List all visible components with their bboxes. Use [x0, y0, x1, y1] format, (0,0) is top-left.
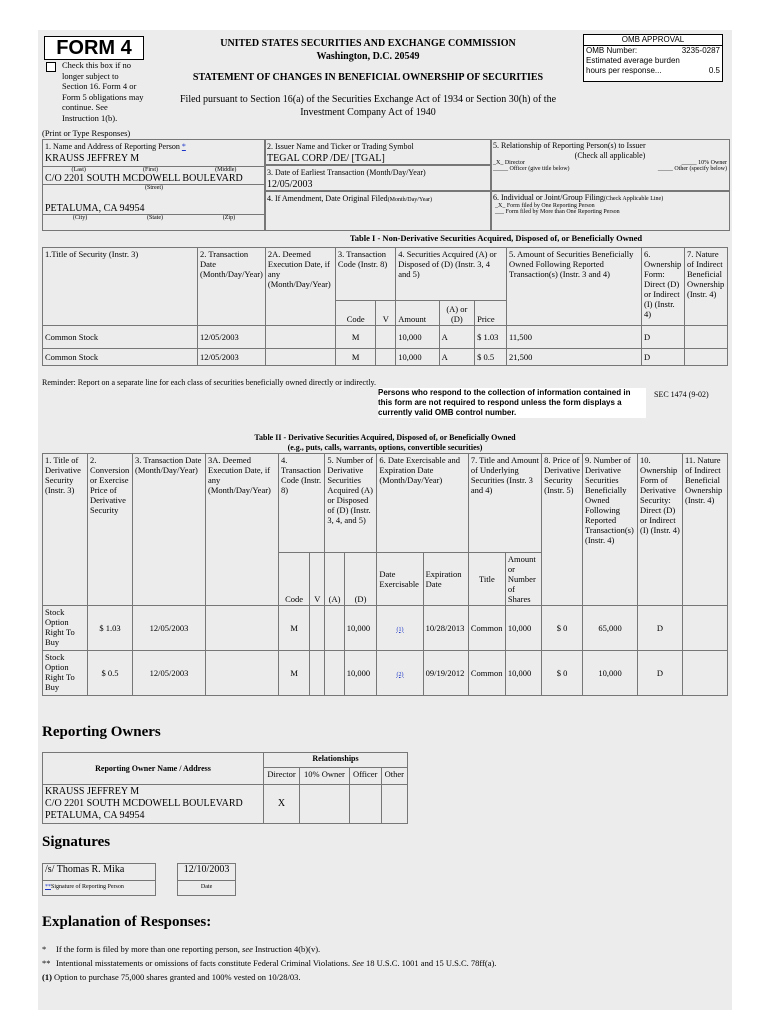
- label-amendment-mdy: (Month/Day/Year): [387, 197, 433, 203]
- t2-h6: 6. Date Exercisable and Expiration Date (Month/Day/Year): [377, 454, 469, 553]
- t2-r0-nature: [683, 606, 728, 651]
- street-label: (Street): [43, 184, 265, 191]
- label-relationship: 5. Relationship of Reporting Person(s) to Issuer: [493, 141, 646, 150]
- print-note: (Print or Type Responses): [42, 128, 131, 138]
- issuer-box: [264, 139, 492, 165]
- omb-number-label: OMB Number:: [586, 46, 638, 55]
- t2-r0-d: 10,000: [344, 606, 377, 651]
- t2-r1-nature: [683, 651, 728, 696]
- t2-r0-title: Stock Option Right To Buy: [43, 606, 88, 651]
- omb-title: OMB APPROVAL: [584, 35, 722, 46]
- note1-mark: *: [42, 944, 47, 954]
- last-label: (Last): [71, 167, 86, 173]
- filed-line-1: Filed pursuant to Section 16(a) of the Securities Exchange Act of 1934 or Section 30(h) of the: [179, 94, 557, 105]
- table1-title: Table I - Non-Derivative Securities Acquired, Disposed of, or Beneficially Owned: [349, 233, 643, 243]
- owners-other-h: Other: [381, 768, 407, 785]
- t1-r0-owned: 11,500: [507, 326, 642, 349]
- explanation-heading: Explanation of Responses:: [42, 914, 212, 930]
- one-person-filing: _X_ Form filed by One Reporting Person: [495, 203, 595, 209]
- agency-title: UNITED STATES SECURITIES AND EXCHANGE COMMISSION: [220, 38, 516, 49]
- state-label: (State): [146, 215, 163, 221]
- owner-addr1: C/O 2201 SOUTH MCDOWELL BOULEVARD: [45, 798, 243, 809]
- form-title: FORM 4: [56, 37, 132, 59]
- t2-r0-v: [310, 606, 325, 651]
- t1-r1-date: 12/05/2003: [198, 349, 266, 366]
- label-check-all: (Check all applicable): [574, 151, 646, 160]
- t1-r0-deemed: [265, 326, 335, 349]
- t2-h8: 8. Price of Derivative Security (Instr. 5): [542, 454, 583, 606]
- t2-h4: 4. Transaction Code (Instr. 8): [279, 454, 325, 553]
- note1-a: If the form is filed by more than one reporting person,: [56, 944, 240, 954]
- t1-h2a: 2A. Deemed Execution Date, if any (Month/Day/Year): [265, 248, 335, 326]
- omb-approval-box: [583, 34, 723, 82]
- t2-r1-form: D: [638, 651, 683, 696]
- t2-a: (A): [325, 553, 344, 606]
- owner-director-x: X: [264, 785, 300, 824]
- form-title-box: [44, 36, 144, 60]
- signatures-table: [42, 863, 236, 896]
- owner-tenpct-cell: [300, 785, 350, 824]
- t1-r1-title: Common Stock: [43, 349, 198, 366]
- t1-r0-date: 12/05/2003: [198, 326, 266, 349]
- t2-r1-price: $ 0.5: [88, 651, 133, 696]
- note3-mark: (1): [42, 972, 52, 982]
- t2-r0-price: $ 1.03: [88, 606, 133, 651]
- t2-r0-dprice: $ 0: [542, 606, 583, 651]
- t2-r1-code: M: [279, 651, 310, 696]
- t2-r1-owned: 10,000: [583, 651, 638, 696]
- t2-r0-a: [325, 606, 344, 651]
- t1-r0-amount: 10,000: [396, 326, 439, 349]
- t1-h4: 4. Securities Acquired (A) or Disposed of (D) (Instr. 3, 4 and 5): [396, 248, 507, 301]
- t2-r0-owned: 65,000: [583, 606, 638, 651]
- note3-text: Option to purchase 75,000 shares granted and 100% vested on 10/28/03.: [54, 972, 301, 982]
- signature-label: Signature of Reporting Person: [51, 884, 124, 890]
- reporting-citystate: PETALUMA, CA 94954: [45, 203, 145, 214]
- t2-r0-form: D: [638, 606, 683, 651]
- table-row: [43, 606, 728, 651]
- t2-date-ex: Date Exercisable: [377, 553, 423, 606]
- t1-code: Code: [335, 301, 376, 326]
- owners-rel-header: Relationships: [264, 753, 408, 768]
- omb-burden: Estimated average burden: [586, 56, 680, 65]
- table2-subtitle: (e.g., puts, calls, warrants, options, convertible securities): [287, 443, 483, 452]
- label-issuer: 2. Issuer Name and Ticker or Trading Symbol: [267, 142, 414, 151]
- t1-r0-code: M: [335, 326, 376, 349]
- t2-r1-v: [310, 651, 325, 696]
- note1-b: Instruction 4(b)(v).: [255, 944, 321, 954]
- note2-b: 18 U.S.C. 1001 and 15 U.S.C. 78ff(a).: [366, 958, 497, 968]
- t1-r1-nature: [685, 349, 728, 366]
- table2: [42, 453, 728, 696]
- t2-r1-uamt: 10,000: [505, 651, 541, 696]
- relationship-box: [490, 139, 730, 191]
- explanation-note-2: [42, 958, 496, 968]
- t2-h7: 7. Title and Amount of Underlying Securities (Instr. 3 and 4): [468, 454, 541, 553]
- t2-h3a: 3A. Deemed Execution Date, if any (Month/Day/Year): [206, 454, 279, 606]
- table-row: [43, 326, 728, 349]
- t1-r0-price: $ 1.03: [475, 326, 507, 349]
- owners-name-header: Reporting Owner Name / Address: [43, 753, 264, 785]
- explanation-note-3: [42, 972, 301, 982]
- t2-r1-date: 12/05/2003: [133, 651, 206, 696]
- label-filing-check: (Check Applicable Line): [603, 196, 664, 202]
- label-amendment: 4. If Amendment, Date Original Filed: [267, 194, 388, 203]
- explanation-note-1: [42, 944, 320, 954]
- label-earliest-date: 3. Date of Earliest Transaction (Month/Day/Year): [267, 168, 426, 177]
- t2-r1-utitle: Common: [468, 651, 505, 696]
- t1-r0-form: D: [642, 326, 685, 349]
- reminder-text: Reminder: Report on a separate line for each class of securities beneficially owned directly or indirectly.: [42, 378, 377, 387]
- t2-h10: 10. Ownership Form of Derivative Security: Direct (D) or Indirect (I) (Instr. 4): [638, 454, 683, 606]
- earliest-date-box: [264, 165, 492, 191]
- t1-r1-code: M: [335, 349, 376, 366]
- omb-hours-label: hours per response...: [586, 66, 662, 75]
- t1-r1-owned: 21,500: [507, 349, 642, 366]
- owner-other-cell: [381, 785, 407, 824]
- footnote-link-2[interactable]: (2): [396, 671, 404, 678]
- t1-aord: (A) or (D): [439, 301, 475, 326]
- reporting-person-box: [42, 139, 266, 231]
- t2-r0-exp: 10/28/2013: [423, 606, 468, 651]
- t1-r0-v: [376, 326, 396, 349]
- t2-h11: 11. Nature of Indirect Beneficial Ownership (Instr. 4): [683, 454, 728, 606]
- form-page: [38, 30, 732, 1010]
- t2-d: (D): [344, 553, 377, 606]
- t1-v: V: [376, 301, 396, 326]
- t2-r0-code: M: [279, 606, 310, 651]
- label-reporting-person: 1. Name and Address of Reporting Person: [45, 142, 180, 151]
- t1-r0-ad: A: [439, 326, 475, 349]
- t1-amount: Amount: [396, 301, 439, 326]
- owner-name: KRAUSS JEFFREY M: [45, 786, 140, 797]
- signatures-heading: Signatures: [42, 834, 111, 850]
- t2-r0-date: 12/05/2003: [133, 606, 206, 651]
- t1-h1: 1.Title of Security (Instr. 3): [43, 248, 198, 326]
- signature-stars-link[interactable]: **: [45, 884, 51, 890]
- t2-h5: 5. Number of Derivative Securities Acquired (A) or Disposed of (D) (Instr. 3, 4, and 5): [325, 454, 377, 553]
- tenpct-check: _____ 10% Owner: [681, 160, 727, 166]
- t2-r0-deemed: [206, 606, 279, 651]
- signature-value: /s/ Thomas R. Mika: [43, 864, 156, 881]
- other-check: _____ Other (specify below): [657, 166, 727, 172]
- t2-r0-uamt: 10,000: [505, 606, 541, 651]
- t2-r1-title: Stock Option Right To Buy: [43, 651, 88, 696]
- reporting-address: C/O 2201 SOUTH MCDOWELL BOULEVARD: [45, 173, 243, 184]
- signature-spacer-2: [155, 881, 177, 896]
- t1-r1-deemed: [265, 349, 335, 366]
- note2-see: See: [352, 958, 364, 968]
- t1-r1-amount: 10,000: [396, 349, 439, 366]
- t2-amt: Amount or Number of Shares: [505, 553, 541, 606]
- t2-ttl: Title: [468, 553, 505, 606]
- t1-price: Price: [475, 301, 507, 326]
- statement-title: STATEMENT OF CHANGES IN BENEFICIAL OWNERSHIP OF SECURITIES: [192, 72, 544, 83]
- owner-officer-cell: [349, 785, 381, 824]
- table2-title: Table II - Derivative Securities Acquired, Disposed of, or Beneficially Owned: [254, 433, 516, 442]
- t1-r0-title: Common Stock: [43, 326, 198, 349]
- earliest-date: 12/05/2003: [267, 179, 313, 190]
- owner-addr2: PETALUMA, CA 94954: [45, 810, 145, 821]
- issuer-name: TEGAL CORP /DE/ [TGAL]: [267, 153, 385, 164]
- t2-v: V: [310, 553, 325, 606]
- signature-date-label: Date: [178, 881, 236, 896]
- t1-h3: 3. Transaction Code (Instr. 8): [335, 248, 395, 301]
- sec-code: SEC 1474 (9-02): [654, 390, 709, 399]
- t2-h9: 9. Number of Derivative Securities Beneficially Owned Following Reported Transaction(s) (Instr. 4): [583, 454, 638, 606]
- owners-heading: Reporting Owners: [42, 724, 161, 740]
- t2-r0-utitle: Common: [468, 606, 505, 651]
- more-person-filing: ___ Form filed by More than One Reporting Person: [495, 209, 620, 215]
- t2-r1-d: 10,000: [344, 651, 377, 696]
- owners-officer-h: Officer: [349, 768, 381, 785]
- t2-r1-exp: 09/19/2012: [423, 651, 468, 696]
- signature-date: 12/10/2003: [178, 864, 236, 881]
- note1-see: see: [242, 944, 253, 954]
- t2-r1-deemed: [206, 651, 279, 696]
- t2-code: Code: [279, 553, 310, 606]
- table1: [42, 247, 728, 366]
- agency-city: Washington, D.C. 20549: [316, 51, 420, 62]
- table-row: [43, 349, 728, 366]
- first-label: (First): [142, 167, 158, 173]
- t2-r1-dprice: $ 0: [542, 651, 583, 696]
- t2-h1: 1. Title of Derivative Security (Instr. 3): [43, 454, 88, 606]
- director-check: _X_ Director: [493, 160, 525, 166]
- note2-mark: **: [42, 958, 51, 968]
- t1-h6: 6. Ownership Form: Direct (D) or Indirect (I) (Instr. 4): [642, 248, 685, 326]
- owners-tenpct-h: 10% Owner: [300, 768, 350, 785]
- t2-h2: 2. Conversion or Exercise Price of Derivative Security: [88, 454, 133, 606]
- middle-label: (Middle): [215, 167, 237, 173]
- t2-exp: Expiration Date: [423, 553, 468, 606]
- zip-label: (Zip): [222, 215, 236, 221]
- t1-r1-form: D: [642, 349, 685, 366]
- persons-note: Persons who respond to the collection of information contained in this form are not required to respond unless the form displays a currently valid OMB control number.: [378, 388, 646, 418]
- t1-r1-v: [376, 349, 396, 366]
- table-row: [43, 651, 728, 696]
- officer-check: _____ Officer (give title below): [493, 166, 570, 172]
- city-label: (City): [72, 215, 88, 221]
- t1-r1-price: $ 0.5: [475, 349, 507, 366]
- filed-line-2: Investment Company Act of 1940: [300, 107, 436, 118]
- note2-a: Intentional misstatements or omissions of facts constitute Federal Criminal Violations.: [56, 958, 350, 968]
- label-filing: 6. Individual or Joint/Group Filing: [493, 193, 604, 202]
- t1-h5: 5. Amount of Securities Beneficially Owned Following Reported Transaction(s) (Instr. 3 and 4): [507, 248, 642, 326]
- t2-r1-a: [325, 651, 344, 696]
- t1-r0-nature: [685, 326, 728, 349]
- owners-table: [42, 752, 408, 824]
- t1-h7: 7. Nature of Indirect Beneficial Ownership (Instr. 4): [685, 248, 728, 326]
- omb-hours: 0.5: [708, 66, 720, 75]
- table-row: [43, 785, 408, 824]
- star-footnote-link[interactable]: *: [181, 142, 186, 151]
- t2-h3: 3. Transaction Date (Month/Day/Year): [133, 454, 206, 606]
- owners-director-h: Director: [264, 768, 300, 785]
- reporting-name: KRAUSS JEFFREY M: [45, 153, 140, 164]
- t1-h2: 2. Transaction Date (Month/Day/Year): [198, 248, 266, 326]
- omb-number: 3235-0287: [681, 46, 720, 55]
- amendment-box: [264, 191, 492, 231]
- no-longer-subject-checkbox[interactable]: [46, 62, 56, 72]
- filing-box: [490, 191, 730, 231]
- checkbox-text: Check this box if no longer subject to Section 16. Form 4 or Form 5 obligations may continue. See Instruction 1(b).: [62, 60, 144, 123]
- t1-r1-ad: A: [439, 349, 475, 366]
- footnote-link-1[interactable]: (1): [396, 626, 404, 633]
- signature-spacer: [155, 864, 177, 881]
